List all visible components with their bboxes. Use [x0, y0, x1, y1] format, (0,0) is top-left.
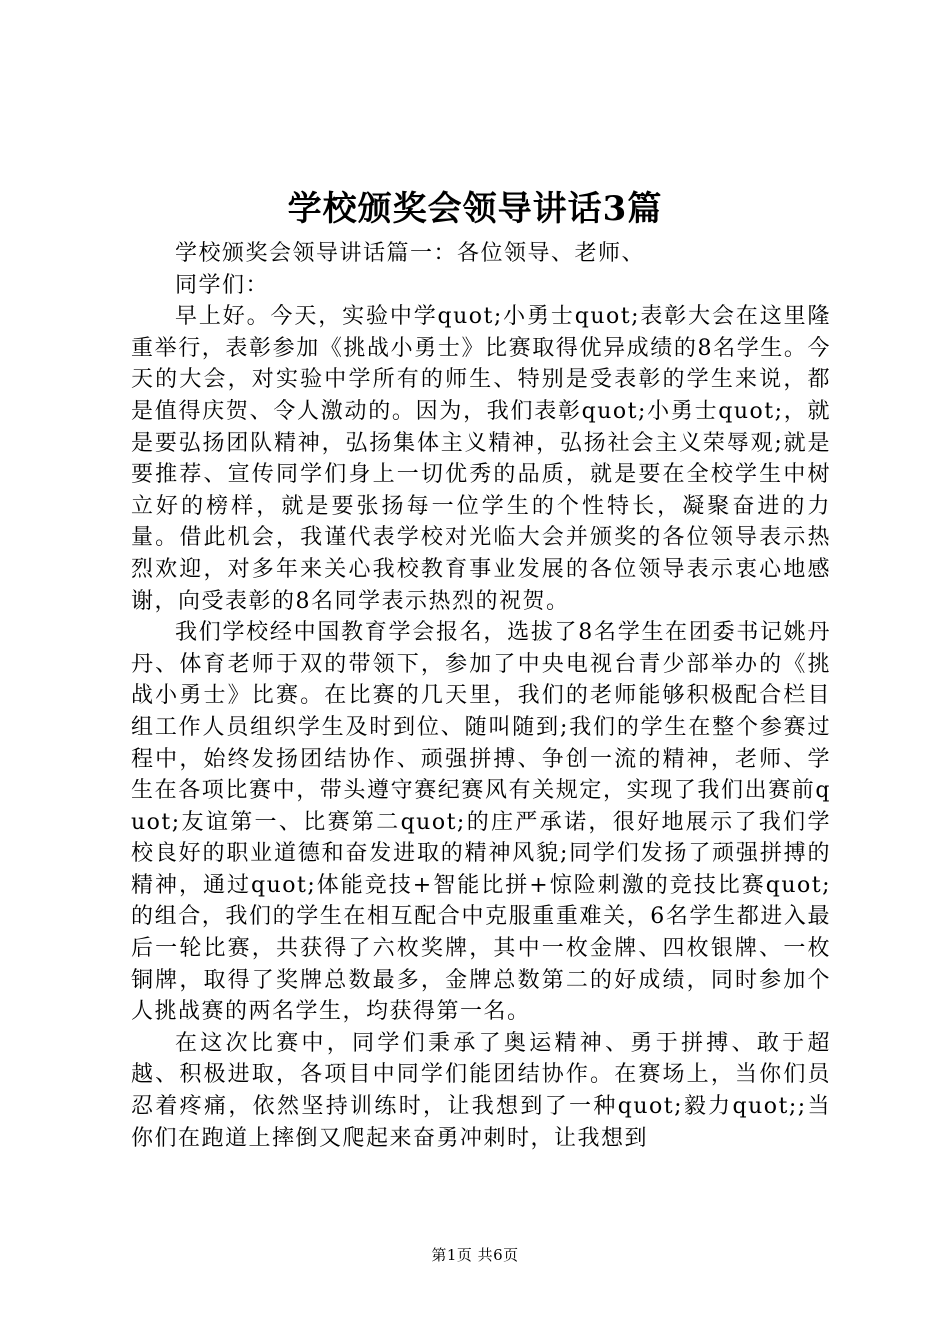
paragraph-greeting: 早上好。今天，实验中学quot;小勇士quot;表彰大会在这里隆重举行，表彰参加《挑战小勇士》比赛取得优异成绩的8名学生。今天的大会，对实验中学所有的师生、特别是受表彰的学生来说，都是值得庆贺、令人激动的。因为，我们表彰quot;小勇士quot;，就是要弘扬团队精神，弘扬集体主义精神，弘扬社会主义荣辱观;就是要推荐、宣传同学们身上一切优秀的品质，就是要在全校学生中树立好的榜样，就是要张扬每一位学生的个性特长，凝聚奋进的力量。借此机会，我谨代表学校对光临大会并颁奖的各位领导表示热烈欢迎，对多年来关心我校教育事业发展的各位领导表示衷心地感谢，向受表彰的8名同学表示热烈的祝贺。: [131, 304, 831, 614]
page-footer: 第1页 共6页: [431, 1246, 519, 1264]
paragraph-competition: 我们学校经中国教育学会报名，选拔了8名学生在团委书记姚丹丹、体育老师于双的带领下，参加了中央电视台青少部举办的《挑战小勇士》比赛。在比赛的几天里，我们的老师能够积极配合栏目组工作人员组织学生及时到位、随叫随到;我们的学生在整个参赛过程中，始终发扬团结协作、顽强拼搏、争创一流的精神，老师、学生在各项比赛中，带头遵守赛纪赛风有关规定，实现了我们出赛前quot;友谊第一、比赛第二quot;的庄严承诺，很好地展示了我们学校良好的职业道德和奋发进取的精神风貌;同学们发扬了顽强拼搏的精神，通过quot;体能竞技+智能比拼+惊险刺激的竞技比赛quot;的组合，我们的学生在相互配合中克服重重难关，6名学生都进入最后一轮比赛，共获得了六枚奖牌，其中一枚金牌、四枚银牌、一枚铜牌，取得了奖牌总数最多，金牌总数第二的好成绩，同时参加个人挑战赛的两名学生，均获得第一名。: [131, 620, 831, 1025]
paragraph-intro: 学校颁奖会领导讲话篇一：各位领导、老师、: [175, 241, 646, 266]
paragraph-salutation: 同学们：: [175, 272, 270, 298]
document-title: 学校颁奖会领导讲话3篇: [287, 189, 663, 229]
paragraph-spirit: 在这次比赛中，同学们秉承了奥运精神、勇于拼搏、敢于超越、积极进取，各项目中同学们能团结协作。在赛场上，当你们员忍着疼痛，依然坚持训练时，让我想到了一种quot;毅力quot;;当你们在跑道上摔倒又爬起来奋勇冲刺时，让我想到: [131, 1030, 831, 1151]
document-body: [131, 238, 831, 1154]
